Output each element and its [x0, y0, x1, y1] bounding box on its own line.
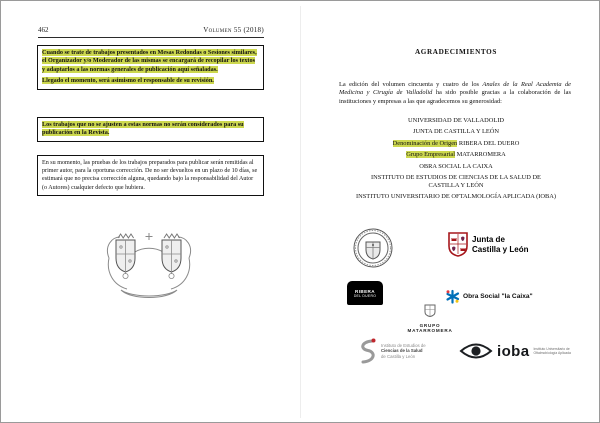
note-box-proofs: [37, 155, 264, 196]
matarromera-logo-text: GRUPO MATARROMERA: [407, 323, 453, 333]
note-paragraph: [42, 77, 259, 85]
left-page-header: [38, 26, 264, 34]
header-rule: [38, 37, 264, 38]
la-caixa-logo-text: Obra Social "la Caixa": [463, 293, 533, 300]
ribera-text-line1: RIBERA: [354, 288, 375, 294]
ioba-logo: [459, 341, 571, 361]
institution-line: [331, 163, 581, 171]
intro-text-start: La edición del volumen cincuenta y cuatro de los: [339, 81, 483, 88]
institution-line: [331, 140, 581, 148]
iecscyl-text-line3: de Castilla y León: [381, 353, 416, 359]
highlighted-text: Los trabajos que no se ajusten a estas normas no serán considerados para su publicación en la Revista.: [42, 121, 244, 137]
matarromera-crest-icon: [424, 304, 436, 317]
acknowledgements-title: AGRADECIMIENTOS: [415, 48, 497, 56]
note-paragraph: [42, 49, 259, 74]
iecscyl-logo: [357, 337, 426, 365]
iecscyl-text-line2: Ciencias de la Salud: [381, 348, 423, 354]
iecscyl-swirl-icon: [357, 337, 377, 365]
page-number: 462: [38, 26, 49, 34]
institution-text: OBRA SOCIAL LA CAIXA: [419, 162, 493, 170]
obra-social-la-caixa-logo: [445, 289, 533, 304]
ribera-badge-icon: [347, 281, 383, 305]
institution-text: MATARROMERA: [455, 151, 506, 159]
ioba-logo-subtext: [533, 347, 571, 356]
institution-text: JUNTA DE CASTILLA Y LEÓN: [413, 128, 499, 136]
ioba-subtext-line2: Oftalmobiología Aplicada: [533, 351, 571, 355]
highlighted-text: Cuando se trate de trabajos presentados en Mesas Redondas o Sesiones similares, el Organizador y/o Moderador de las mismas se encargará de recopilar los textos y adaptarlos a las normas generales de publicación aquí señaladas.: [42, 49, 257, 73]
intro-text-end: ha sido posible gracias a la colaboración de las instituciones y empresas a las que agradecemos su generosidad:: [339, 89, 571, 105]
note-box-compliance: [37, 117, 264, 142]
academy-coat-of-arms: [101, 226, 197, 307]
universidad-valladolid-seal: [353, 228, 393, 273]
coat-of-arms-icon: [101, 226, 197, 302]
note-text: En su momento, las pruebas de los trabajos preparados para publicar serán remitidas al primer autor, para la oportuna corrección. De no ser devueltos en un plazo de 10 días, se estimará que no precisa corrección alguna, quedando bajo la responsabilidad del Autor (o Autores) cualquier defecto que hubiera.: [42, 160, 258, 191]
ribera-text-line2: DEL DUERO: [353, 293, 377, 298]
university-seal-icon: [353, 228, 393, 268]
institution-highlight: Denominación de Origen: [392, 139, 458, 147]
ioba-subtext-line1: Instituto Universitario de: [533, 346, 570, 351]
ioba-eye-icon: [459, 341, 493, 361]
institution-line: [331, 128, 581, 136]
junta-logo-text: [472, 235, 528, 254]
institution-line: [363, 174, 549, 190]
institution-line: [331, 193, 581, 201]
page-gutter-divider: [300, 6, 301, 418]
grupo-matarromera-logo: [399, 304, 461, 333]
iecscyl-logo-text: [381, 343, 426, 360]
institution-highlight: Grupo Empresarial: [406, 151, 455, 159]
highlighted-text: Llegado el momento, será asimismo el responsable de su revisión.: [42, 77, 214, 85]
institution-line: [331, 151, 581, 159]
la-caixa-star-icon: [445, 289, 460, 304]
ribera-del-duero-logo: [345, 281, 385, 305]
institution-line: [331, 117, 581, 125]
junta-shield-icon: [448, 232, 468, 257]
note-box-roundtables: [37, 45, 264, 90]
ioba-logo-text: ioba: [497, 342, 530, 360]
journal-name-italic: Anales de la Real Academia de Medicina y Cirugía de Valladolid: [339, 81, 571, 97]
institution-text: RIBERA DEL DUERO: [457, 139, 520, 147]
iecscyl-text-line1: Instituto de Estudios de: [381, 342, 426, 348]
institutions-list: [331, 117, 581, 205]
junta-text-line2: Castilla y León: [472, 244, 529, 254]
institution-text: UNIVERSIDAD DE VALLADOLID: [408, 117, 504, 124]
junta-text-line1: Junta de: [472, 235, 505, 244]
volume-header: Volumen 55 (2018): [203, 26, 264, 34]
junta-castilla-leon-logo: [448, 232, 528, 257]
acknowledgements-paragraph: [339, 81, 571, 106]
institution-text: INSTITUTO DE ESTUDIOS DE CIENCIAS DE LA SALUD DE CASTILLA Y LEÓN: [371, 173, 541, 189]
institution-text: INSTITUTO UNIVERSITARIO DE OFTALMOLOGÍA APLICADA (IOBA): [356, 193, 556, 201]
